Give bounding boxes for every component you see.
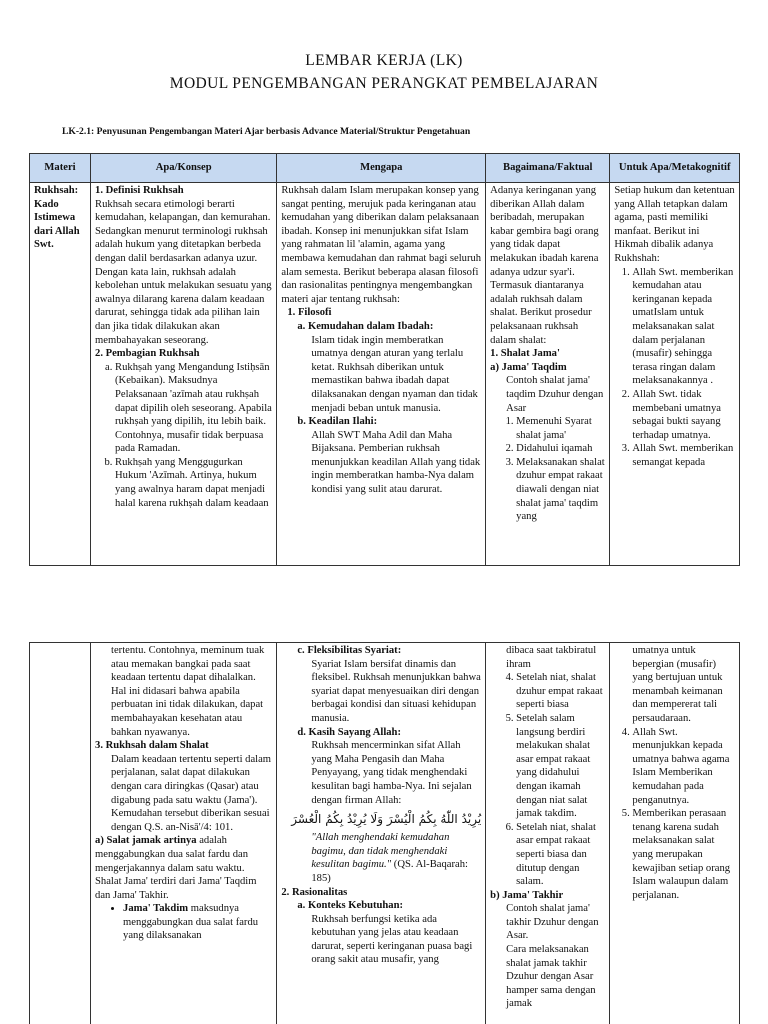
- bagaimana-heading-jama: 1. Shalat Jama': [490, 348, 560, 360]
- konsep-cell: [91, 183, 277, 566]
- lk-table-page-1: [29, 153, 740, 566]
- bagaimana-b-heading: b) Jama' Takhir: [490, 889, 564, 901]
- mengapa-heading-rasionalitas: 2. Rasionalitas: [281, 886, 348, 898]
- konsep-salat-jamak: [95, 834, 272, 902]
- table-row: [30, 643, 740, 1024]
- untuk-apa-item: 3. Allah Swt. memberikan semangat kepada: [632, 442, 735, 469]
- mengapa-b-text: Allah SWT Maha Adil dan Maha Bijaksana. Pemberian rukhsah menunjukkan keadilan Allah yang tidak ingin memberatkan hamba-Nya dalam kondisi yang sulit atau darurat.: [311, 429, 481, 496]
- lk-heading: LK-2.1: Penyusunan Pengembangan Materi Ajar berbasis Advance Material/Struktur Pengetahuan: [62, 126, 471, 137]
- bagaimana-continued-text: dibaca saat takbiratul ihram: [506, 645, 597, 670]
- mengapa-b-heading: b. Keadilan Ilahi:: [297, 416, 378, 428]
- mengapa-a2-heading: a. Konteks Kebutuhan:: [297, 900, 404, 912]
- mengapa-c-heading: c. Fleksibilitas Syariat:: [297, 645, 402, 656]
- untuk-apa-item: 2. Allah Swt. tidak membebani umatnya sebagai bukti sayang terhadap umatnya.: [632, 388, 735, 442]
- untuk-apa-cell: [610, 183, 740, 566]
- lk-table-page-2: [29, 642, 740, 1024]
- bagaimana-a-heading: a) Jama' Taqdim: [490, 361, 567, 373]
- header-bagaimana: Bagaimana/Faktual: [486, 154, 610, 183]
- bagaimana-step: 4. Setelah niat, shalat dzuhur empat rakaat seperti biasa: [516, 671, 605, 712]
- quran-verse-arabic: يُرِيْدُ اللّٰهُ بِكُمُ الْيُسْرَ وَلَا يُرِيْدُ بِكُمُ الْعُسْرَ: [291, 812, 482, 827]
- mengapa-cell: [277, 643, 486, 1024]
- bagaimana-step: 2. Didahului iqamah: [516, 442, 605, 456]
- header-mengapa: Mengapa: [277, 154, 486, 183]
- bagaimana-step: 3. Melaksanakan shalat dzuhur empat rakaat diawali dengan niat shalat jama' taqdim yang: [516, 456, 605, 524]
- quran-verse-translation: [281, 831, 481, 885]
- konsep-a-text: adalah menggabungkan dua salat fardu dan mengerjakannya dalam satu waktu. Shalat Jama' terdiri dari Jama' Taqdim dan Jama' Takhir.: [95, 835, 257, 901]
- konsep-section-3-heading: 3. Rukhsah dalam Shalat: [95, 740, 209, 752]
- translation-text: "Allah menghendaki kemudahan bagimu, dan tidak menghendaki kesulitan bagimu.": [311, 832, 450, 871]
- document-subtitle: MODUL PENGEMBANGAN PERANGKAT PEMBELAJARAN: [169, 75, 599, 92]
- mengapa-a-heading: a. Kemudahan dalam Ibadah:: [297, 320, 434, 332]
- document-page-2: [0, 642, 768, 1024]
- mengapa-heading-filosofi: 1. Filosofi: [287, 307, 332, 319]
- konsep-bullet-jama-takdim: [123, 902, 272, 943]
- untuk-apa-item: 1. Allah Swt. memberikan kemudahan atau keringanan kepada umatIslam untuk melaksanakan salat dalam perjalanan (musafir) sehingga terasa ringan dalam melaksanakannya .: [632, 266, 735, 388]
- konsep-cell: [91, 643, 277, 1024]
- mengapa-cell: [277, 183, 486, 566]
- konsep-section-3-text: Dalam keadaan tertentu seperti dalam perjalanan, salat dapat dilakukan dengan cara diringkas (Qasar) atau digabung pada satu waktu (Jama').: [111, 753, 272, 806]
- untuk-apa-item: 5. Memberikan perasaan tenang karena sudah melaksanakan salat yang merupakan kewajiban setiap orang Islam walaupun dalam perjalanan.: [632, 807, 735, 902]
- untuk-apa-continued-text: umatnya untuk bepergian (musafir) yang bertujuan untuk menambah keimanan dan mempererat tali persaudaraan.: [632, 645, 723, 724]
- mengapa-intro: Rukhsah dalam Islam merupakan konsep yang sangat penting, merujuk pada keringanan atau kemudahan yang diberikan dalam pelaksanaan ibadah. Konsep ini menunjukkan sifat Islam yang rahmatan lil 'alamin, agama yang membawa kemudahan dan rahmat bagi seluruh alam semesta. Berikut beberapa alasan filosofi dan rasionalitas pentingnya mengembangkan materi ajar tentang rukhsah:: [281, 185, 482, 305]
- header-materi: Materi: [30, 154, 91, 183]
- bagaimana-b-text: Contoh shalat jama' takhir Dzuhur dengan Asar.: [506, 903, 599, 942]
- document-title: LEMBAR KERJA (LK): [305, 52, 463, 69]
- konsep-section-1-text: Rukhsah secara etimologi berarti kemudahan, kelapangan, dan kemurahan. Sedangkan menurut terminologi rukhsah adalah hukum yang ditetapkan berbeda dengan dalil berdasarkan adanya uzur. Dengan kata lain, rukhsah adalah kebolehan untuk melakukan sesuatu yang awalnya dilarang karena dalam keadaan darurat, sehingga tidak ada pilihan lain dan jika tidak dilakukan akan membahayakan seseorang.: [95, 198, 272, 346]
- translation-source: (QS. Al-Baqarah: 185): [311, 859, 468, 884]
- untuk-apa-cell: [610, 643, 740, 1024]
- page-gap: [0, 580, 768, 642]
- bagaimana-intro: Adanya keringanan yang diberikan Allah dalam beribadah, merupakan kabar gembira bagi orang yang tidak dapat melakukan ibadah karena adanya udzur syar'i. Termasuk diantaranya adalah rukhsah dalam shalat. Berikut prosedur pelaksanaan rukhsah dalam shalat:: [490, 185, 599, 346]
- untuk-apa-item: 4. Allah Swt. menunjukkan kepada umatnya bahwa agama Islam Memberikan kemudahan pada penganutnya.: [632, 726, 735, 808]
- mengapa-a-text: Islam tidak ingin memberatkan umatnya dengan aturan yang terlalu ketat. Rukhsah diberikan untuk memastikan bahwa ibadah dapat dilaksanakan dengan nyaman dan tidak menjadi beban untuk manusia.: [311, 334, 478, 414]
- konsep-continued-text: tertentu. Contohnya, meminum tuak atau memakan bangkai pada saat keadaan tertentu dapat dihalalkan. Hal ini didasari bahwa apabila perbuatan ini tidak dilakukan, dapat membahayakan kesehatan atau bahkan nyawanya.: [111, 645, 265, 738]
- mengapa-c-text: Syariat Islam bersifat dinamis dan fleksibel. Rukhsah menunjukkan bahwa syariat dapat menyesuaikan diri dengan berbagai kondisi dan situasi kehidupan manusia.: [311, 658, 481, 724]
- konsep-bullet-text: maksudnya menggabungkan dua salat fardu yang dilaksanakan: [123, 903, 259, 942]
- bagaimana-step: 6. Setelah niat, shalat asar empat rakaat seperti biasa dan ditutup dengan salam.: [516, 821, 605, 889]
- konsep-section-2-heading: 2. Pembagian Rukhsah: [95, 348, 200, 360]
- mengapa-d-text: Rukhsah mencerminkan sifat Allah yang Maha Pengasih dan Maha Penyayang, yang tidak menghendaki kesulitan bagi hamba-Nya. Ini sejalan dengan firman Allah:: [311, 740, 472, 806]
- materi-cell: [30, 643, 91, 1024]
- bagaimana-step: 5. Setelah salam langsung berdiri melakukan shalat asar empat rakaat yang didahului dengan ikamah dengan niat salat jamak takdim.: [516, 712, 605, 821]
- header-untuk-apa: Untuk Apa/Metakognitif: [610, 154, 740, 183]
- konsep-item-a: a. Rukhṣah yang Mengandung Istiḥsān (Kebaikan). Maksudnya Pelaksanaan 'azīmah atau rukhṣah dapat dipilih oleh seseorang. Apabila rukhṣah yang dipilih, itu lebih baik. Contohnya, musafir tidak berpuasa pada Ramadan.: [115, 361, 272, 456]
- konsep-section-1-heading: 1. Definisi Rukhsah: [95, 185, 184, 196]
- bagaimana-b-text-2: Cara melaksanakan shalat jamak takhir Dzuhur dengan Asar hamper sama dengan jamak: [506, 944, 596, 1010]
- konsep-item-b: b. Rukhṣah yang Menggugurkan Hukum 'Azīmah. Artinya, hukum yang awalnya haram dapat menjadi halal karena rukhṣah dalam keadaan: [115, 456, 272, 510]
- materi-cell: Rukhsah: Kado Istimewa dari Allah Swt.: [30, 183, 91, 566]
- bagaimana-cell: [486, 183, 610, 566]
- bagaimana-cell: [486, 643, 610, 1024]
- table-header-row: [30, 154, 740, 183]
- bagaimana-a-text: Contoh shalat jama' taqdim Dzuhur dengan Asar: [506, 375, 604, 414]
- mengapa-a2-text: Rukhsah berfungsi ketika ada kebutuhan yang jelas atau keadaan darurat, seperti keringanan puasa bagi orang sakit atau musafir, yang: [311, 913, 473, 966]
- untuk-apa-intro: Setiap hukum dan ketentuan yang Allah tetapkan dalam agama, pasti memiliki manfaat. Berikut ini Hikmah dibalik adanya Rukhshah:: [614, 185, 735, 264]
- konsep-a-heading: a) Salat jamak artinya: [95, 835, 197, 847]
- bagaimana-step: 1. Memenuhi Syarat shalat jama': [516, 415, 605, 442]
- header-apa-konsep: Apa/Konsep: [91, 154, 277, 183]
- table-row: [30, 183, 740, 566]
- mengapa-d-heading: d. Kasih Sayang Allah:: [297, 726, 401, 738]
- konsep-section-3-text-2: Kemudahan tersebut diberikan sesuai dengan Q.S. an-Nisā'/4: 101.: [111, 808, 270, 833]
- konsep-bullet-heading: Jama' Takdim: [123, 903, 189, 915]
